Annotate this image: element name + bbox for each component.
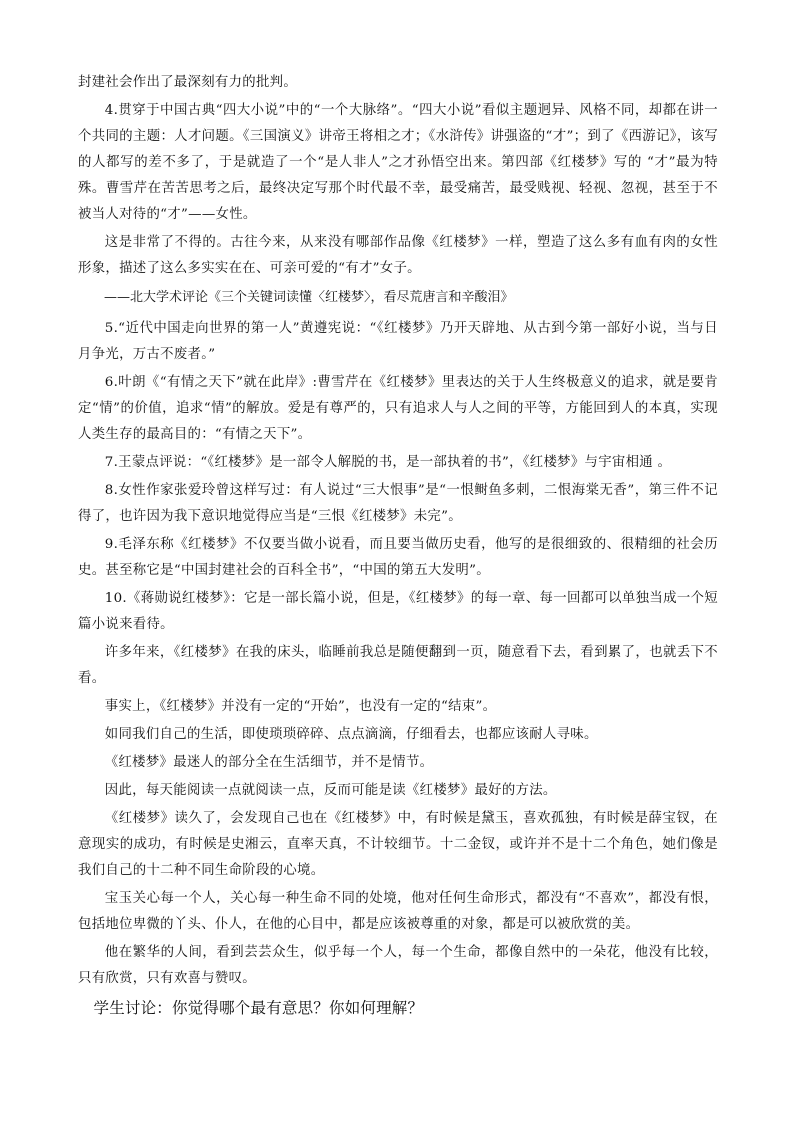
- paragraph-item-10-bedside: 许多年来，《红楼梦》在我的床头，临睡前我总是随便翻到一页，随意看下去，看到累了，也就丢下不看。: [78, 645, 718, 686]
- document-page: [78, 70, 718, 1022]
- paragraph-item-9: 9.毛泽东称《红楼梦》不仅要当做小说看，而且要当做历史看，他写的是很细致的、很精细的社会历史。甚至称它是“中国封建社会的百科全书”，“中国的第五大发明”。: [78, 537, 718, 578]
- paragraph-item-4-continued: 这是非常了不得的。古往今来，从来没有哪部作品像《红楼梦》一样，塑造了这么多有血有肉的女性形象，描述了这么多实实在在、可亲可爱的“有才”女子。: [78, 235, 718, 276]
- paragraph-item-10-world: 他在繁华的人间，看到芸芸众生，似乎每一个人，每一个生命，都像自然中的一朵花，他没有比较，只有欣赏，只有欢喜与赞叹。: [78, 945, 718, 986]
- paragraph-item-5: 5.“近代中国走向世界的第一人”黄遵宪说：“《红楼梦》乃开天辟地、从古到今第一部好小说，当与日月争光，万古不废者。”: [78, 321, 718, 362]
- student-discussion-prompt: 学生讨论：你觉得哪个最有意思？你如何理解？: [93, 999, 424, 1017]
- paragraph-item-10-life: 如同我们自己的生活，即使琐琐碎碎、点点滴滴，仔细看去，也都应该耐人寻味。: [104, 727, 598, 742]
- citation-source: ——北大学术评论《三个关键词读懂〈红楼梦〉，看尽荒唐言和辛酸泪》: [104, 290, 514, 305]
- paragraph-item-7: 7.王蒙点评说：“《红楼梦》是一部令人解脱的书，是一部执着的书”，《红楼梦》与宇宙相通 。: [104, 455, 672, 470]
- paragraph-item-4: 4.贯穿于中国古典“四大小说”中的“一个大脉络”。“四大小说”看似主题迥异、风格不同，却都在讲一个共同的主题：人才问题。《三国演义》讲帝王将相之才；《水浒传》讲强盗的“才”；到了《西游记》，该写的人都写的差不多了，于是就造了一个“是人非人”之才孙悟空出来。第四部《红楼梦》写的 “才”最为特殊。曹雪芹在苦苦思考之后，最终决定写那个时代最不幸，最受痛苦，最受贱视、轻视、忽视，甚至于不被当人对待的“才”——女性。: [78, 103, 718, 222]
- paragraph-item-10-characters: 《红楼梦》读久了，会发现自己也在《红楼梦》中，有时候是黛玉，喜欢孤独，有时候是薛宝钗，在意现实的成功，有时候是史湘云，直率天真，不计较细节。十二金钗，或许并不是十二个角色，她们像是我们自己的十二种不同生命阶段的心境。: [78, 811, 718, 878]
- paragraph-item-10-baoyu: 宝玉关心每一个人，关心每一种生命不同的处境，他对任何生命形式，都没有“不喜欢”，都没有恨，包括地位卑微的丫头、仆人，在他的心目中，都是应该被尊重的对象，都是可以被欣赏的美。: [78, 891, 718, 932]
- paragraph-item-10-details: 《红楼梦》最迷人的部分全在生活细节，并不是情节。: [104, 755, 434, 770]
- paragraph-item-10-no-beginning: 事实上，《红楼梦》并没有一定的“开始”，也没有一定的“结束”。: [104, 699, 497, 714]
- paragraph-item-10-method: 因此，每天能阅读一点就阅读一点，反而可能是读《红楼梦》最好的方法。: [104, 783, 557, 798]
- paragraph-intro-ending: 封建社会作出了最深刻有力的批判。: [78, 75, 298, 90]
- paragraph-item-6: 6.叶朗《“有情之天下”就在此岸》:曹雪芹在《红楼梦》里表达的关于人生终极意义的追求，就是要肯定“情”的价值，追求“情”的解放。爱是有尊严的，只有追求人与人之间的平等，方能回到人的本真，实现人类生存的最高目的：“有情之天下”。: [78, 375, 718, 442]
- paragraph-item-8: 8.女性作家张爱玲曾这样写过：有人说过“三大恨事”是“一恨鲥鱼多刺，二恨海棠无香”，第三件不记得了，也许因为我下意识地觉得应当是“三恨《红楼梦》未完”。: [78, 483, 718, 524]
- paragraph-item-10: 10.《蒋勋说红楼梦》：它是一部长篇小说，但是，《红楼梦》的每一章、每一回都可以单独当成一个短篇小说来看待。: [78, 591, 718, 632]
